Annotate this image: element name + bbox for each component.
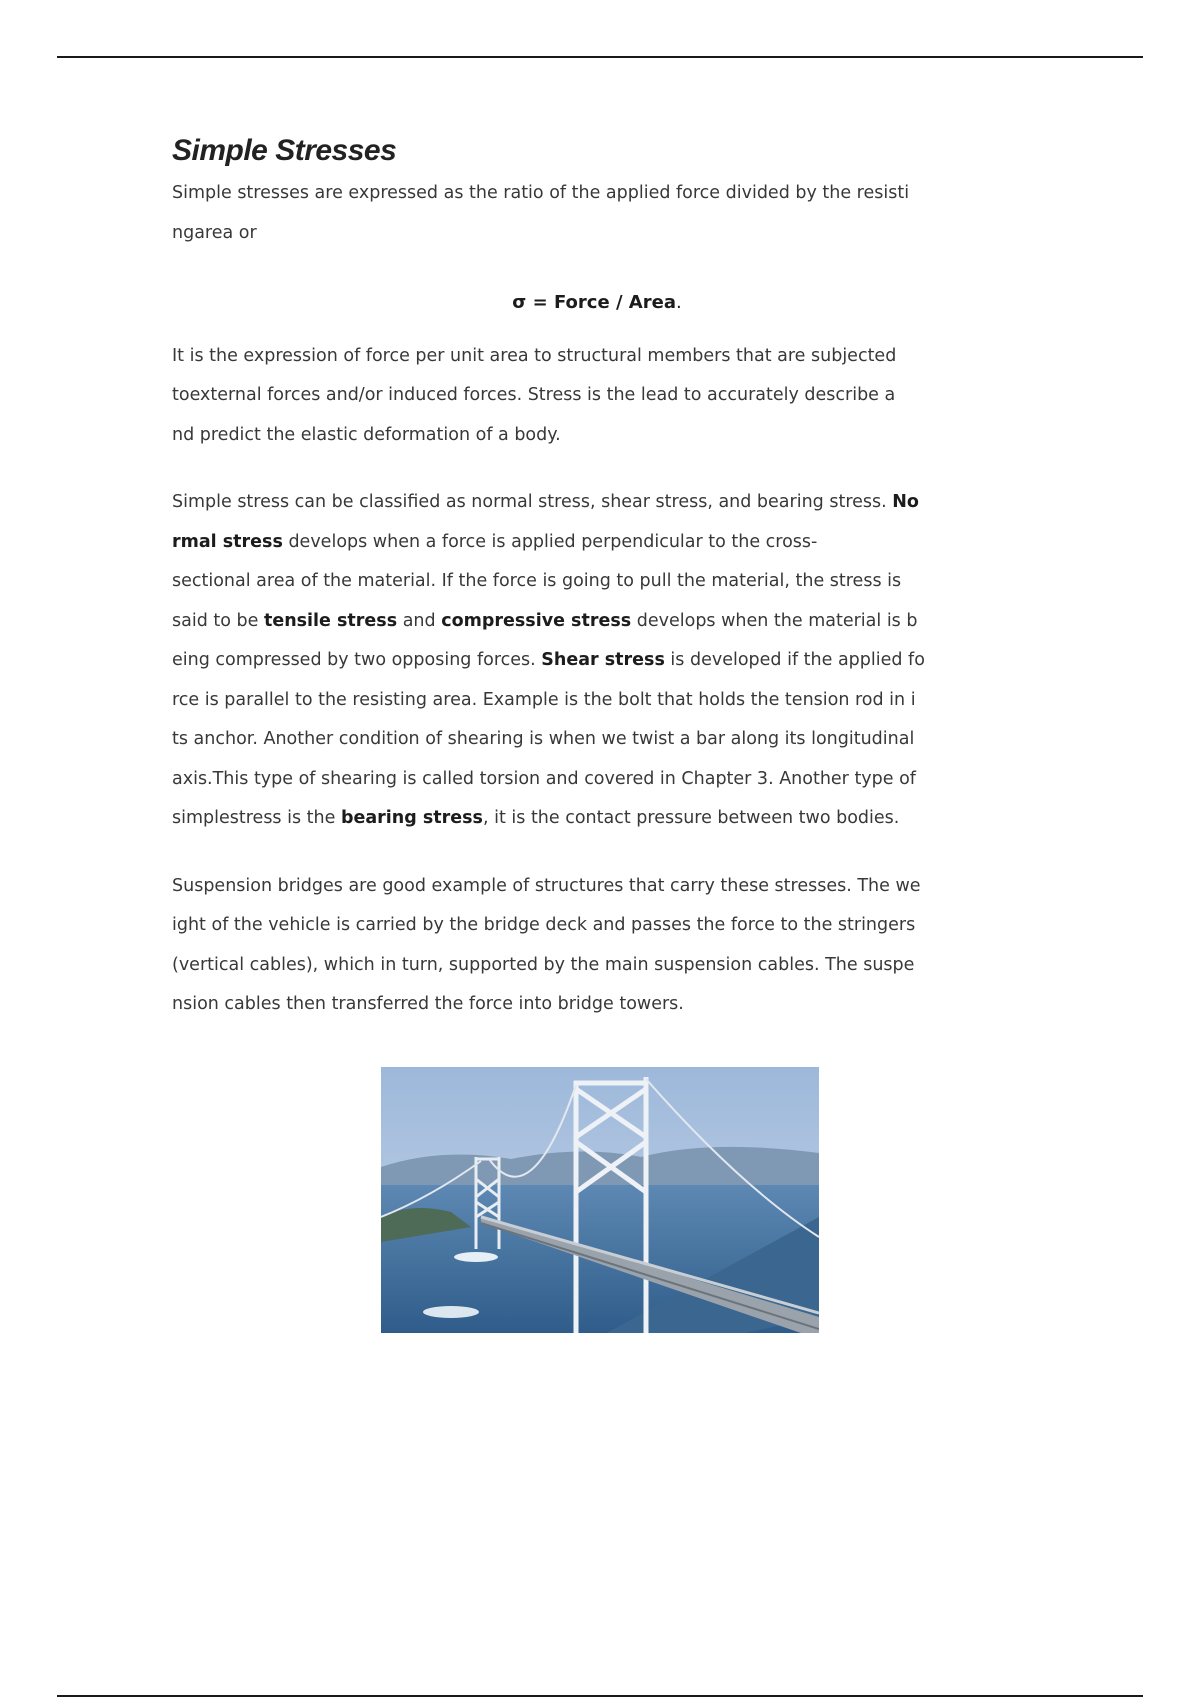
bold-term: compressive stress	[441, 610, 632, 631]
text-run: Simple stress can be classified as normal stress, shear stress, and bearing stress.	[172, 492, 893, 512]
header-rule	[57, 56, 1143, 58]
text-line: toexternal forces and/or induced forces. Stress is the lead to accurately describe a	[172, 385, 896, 405]
text-run: rce is parallel to the resisting area. Example is the bolt that holds the tension rod in i	[172, 689, 916, 710]
footer-rule	[57, 1695, 1143, 1697]
text-run: and	[397, 610, 442, 631]
formula-period: .	[675, 292, 682, 313]
bold-term: Shear stress	[541, 650, 665, 670]
text-line: ngarea or	[172, 222, 257, 243]
definition-paragraph	[172, 337, 1022, 456]
text-line: (vertical cables), which in turn, supported by the main suspension cables. The suspe	[172, 954, 915, 975]
formula-equals: =	[532, 292, 548, 313]
text-run: said to be	[172, 610, 264, 631]
text-line: ight of the vehicle is carried by the bridge deck and passes the force to the stringers	[172, 915, 916, 935]
document-body	[172, 128, 1022, 1025]
suspension-bridge-photo	[381, 1067, 819, 1333]
text-run: develops when the material is b	[631, 610, 918, 631]
text-line: nd predict the elastic deformation of a body.	[172, 424, 561, 445]
text-line: Simple stresses are expressed as the ratio of the applied force divided by the resisti	[172, 183, 910, 203]
text-run: ts anchor. Another condition of shearing is when we twist a bar along its longitudinal	[172, 729, 915, 749]
text-run: eing compressed by two opposing forces.	[172, 650, 542, 670]
formula-slash: /	[615, 292, 623, 313]
text-run: is developed if the applied fo	[664, 650, 925, 670]
bold-term: tensile stress	[263, 610, 398, 631]
classification-paragraph	[172, 483, 1022, 839]
text-run: , it is the contact pressure between two bodies.	[482, 808, 900, 828]
text-line: It is the expression of force per unit area to structural members that are subjected	[172, 345, 897, 366]
text-line: nsion cables then transferred the force into bridge towers.	[172, 994, 684, 1014]
bridge-paragraph	[172, 867, 1022, 1025]
bold-term: rmal stress	[172, 531, 283, 552]
formula-sigma: σ	[512, 292, 527, 313]
text-run: simplestress is the	[172, 808, 341, 828]
text-run: sectional area of the material. If the force is going to pull the material, the stress is	[172, 571, 902, 591]
bold-term: bearing stress	[340, 808, 483, 828]
formula-area: Area	[628, 292, 676, 313]
text-run: axis.This type of shearing is called torsion and covered in Chapter 3. Another type of	[172, 768, 916, 789]
text-run: develops when a force is applied perpendicular to the cross-	[282, 531, 818, 552]
intro-paragraph	[172, 174, 1022, 253]
text-line: Suspension bridges are good example of structures that carry these stresses. The we	[172, 875, 921, 896]
bold-term: No	[892, 492, 919, 512]
formula-force: Force	[553, 292, 610, 313]
page-title: Simple Stresses	[172, 134, 397, 167]
stress-formula	[172, 283, 1022, 323]
